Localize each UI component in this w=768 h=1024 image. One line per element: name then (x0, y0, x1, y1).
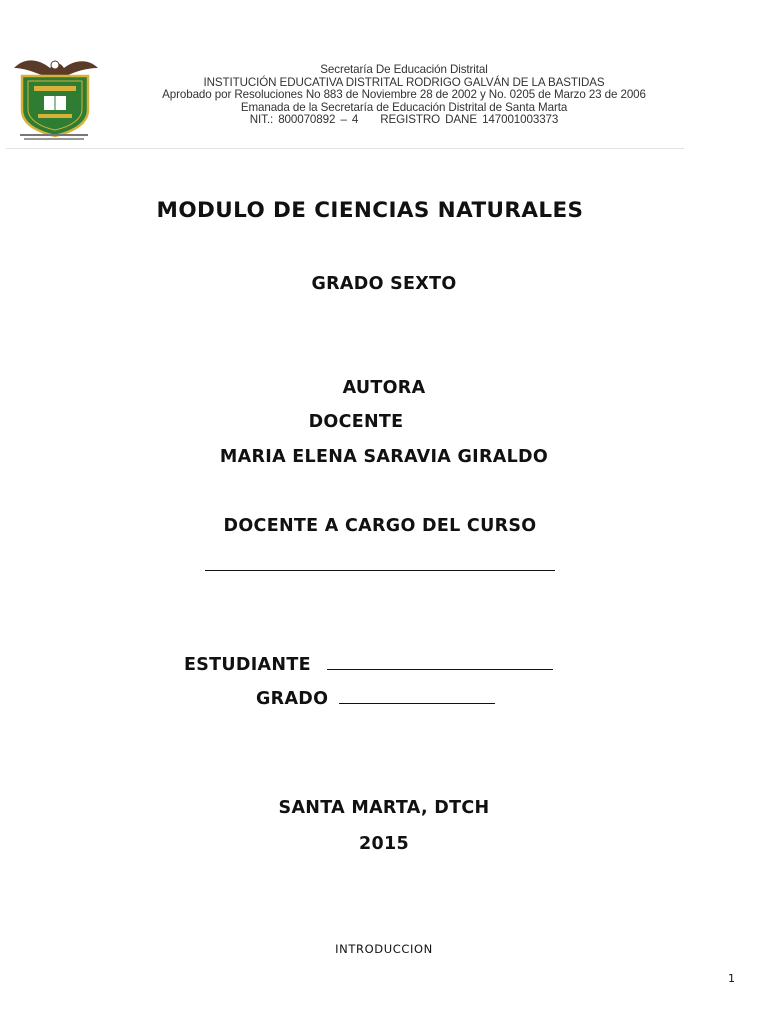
year: 2015 (359, 834, 409, 854)
letterhead-institution: INSTITUCIÓN EDUCATIVA DISTRITAL RODRIGO GALVÁN DE LA BASTIDAS (203, 75, 605, 89)
letterhead-nit: NIT.: 800070892 – 4 (249, 113, 359, 127)
author-heading: AUTORA (342, 378, 426, 398)
grade-line[interactable] (339, 689, 495, 704)
letterhead (6, 52, 684, 149)
letterhead-nit-line (124, 114, 684, 127)
page-number: 1 (728, 972, 735, 985)
city: SANTA MARTA, DTCH (278, 798, 490, 818)
module-title: MODULO DE CIENCIAS NATURALES (156, 198, 584, 223)
student-row (184, 655, 553, 675)
teacher-signature-line[interactable] (205, 570, 555, 571)
student-label: ESTUDIANTE (184, 655, 311, 675)
author-name: MARIA ELENA SARAVIA GIRALDO (219, 447, 549, 467)
letterhead-dane: REGISTRO DANE 147001003373 (380, 113, 559, 127)
grade-label: GRADO (256, 689, 329, 709)
author-role: DOCENTE (308, 412, 404, 432)
letterhead-text (124, 64, 684, 127)
grade-row (256, 689, 495, 709)
student-name-line[interactable] (327, 655, 553, 670)
intro-heading: INTRODUCCION (335, 942, 433, 956)
teacher-heading: DOCENTE A CARGO DEL CURSO (223, 516, 537, 536)
letterhead-secretaria: Secretaría De Educación Distrital (320, 63, 488, 76)
school-crest-icon (8, 54, 100, 144)
letterhead-emanada: Emanada de la Secretaría de Educación Distrital de Santa Marta (240, 100, 568, 114)
grade-level: GRADO SEXTO (311, 274, 457, 294)
letterhead-approval: Aprobado por Resoluciones No 883 de Noviembre 28 de 2002 y No. 0205 de Marzo 23 de 2006 (162, 88, 646, 102)
